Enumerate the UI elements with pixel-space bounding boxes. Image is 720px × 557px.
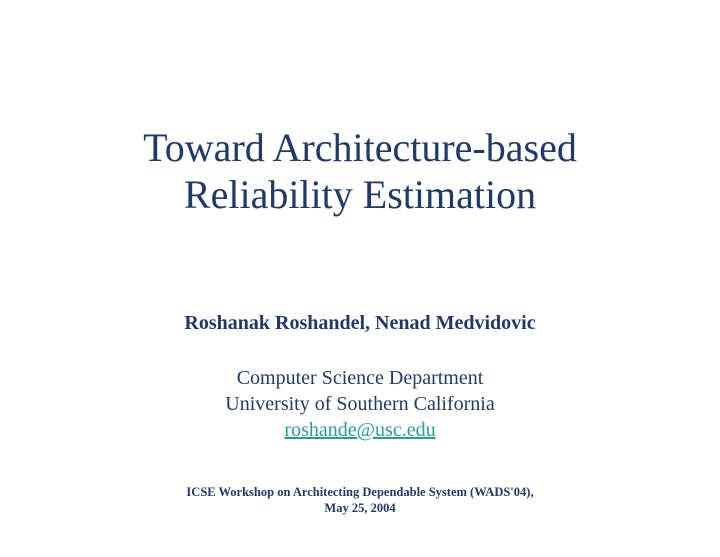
venue-date: May 25, 2004 — [324, 501, 396, 515]
university-name: University of Southern California — [225, 393, 495, 415]
venue-name: ICSE Workshop on Architecting Dependable System (WADS'04), — [186, 485, 534, 499]
email-line — [40, 417, 680, 443]
author-names: Roshanak Roshandel, Nenad Medvidovic — [184, 312, 536, 334]
slide-title — [40, 124, 680, 218]
venue-block — [40, 484, 680, 516]
affiliation-block — [40, 365, 680, 443]
email-link[interactable]: roshande@usc.edu — [284, 419, 436, 441]
title-line-1: Toward Architecture-based — [143, 125, 577, 170]
title-line-2: Reliability Estimation — [183, 172, 537, 217]
department-name: Computer Science Department — [236, 367, 484, 389]
